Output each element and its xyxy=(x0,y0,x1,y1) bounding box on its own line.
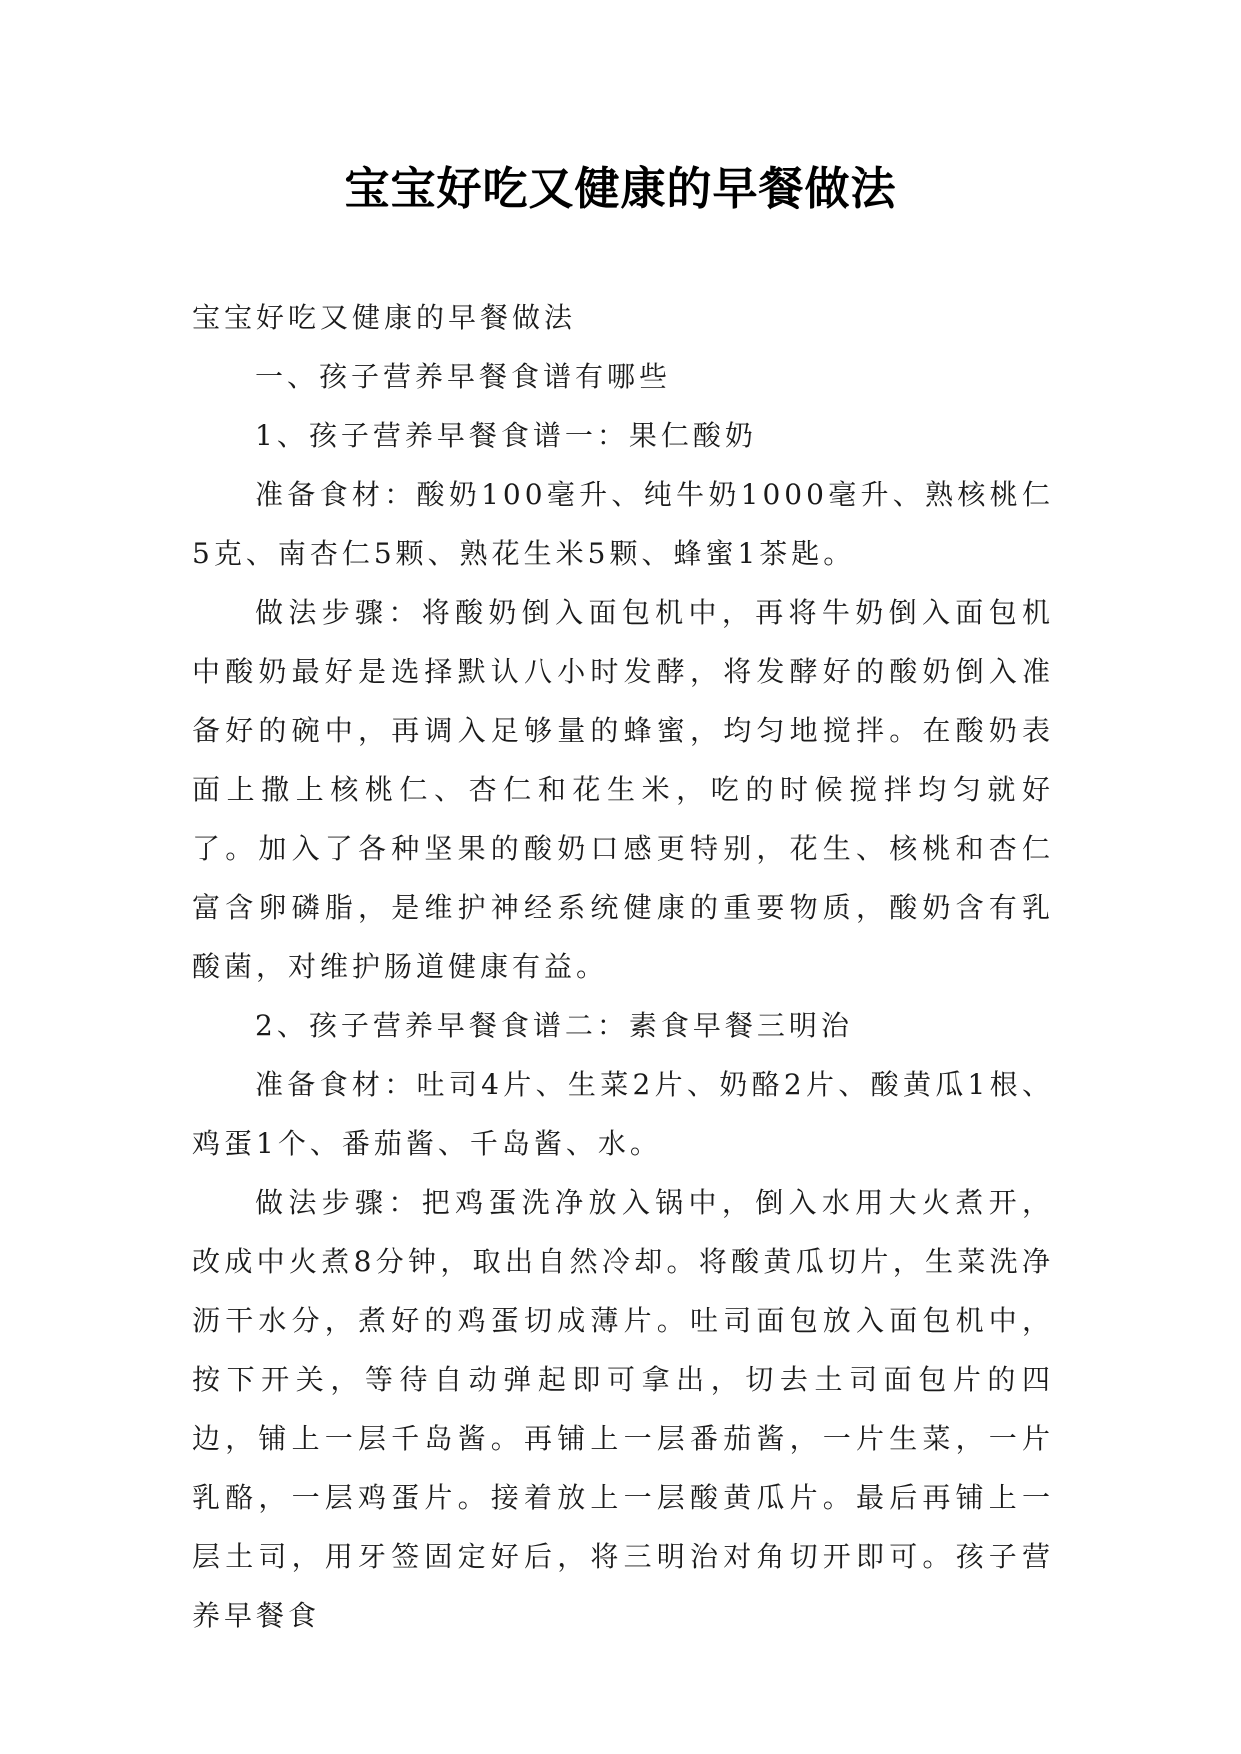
recipe-1-heading: 1、孩子营养早餐食谱一：果仁酸奶 xyxy=(255,419,757,452)
recipe-2-heading: 2、孩子营养早餐食谱二：素食早餐三明治 xyxy=(255,1009,853,1042)
recipe-2-steps: 做法步骤：把鸡蛋洗净放入锅中，倒入水用大火煮开，改成中火煮8分钟，取出自然冷却。将酸黄瓜切片，生菜洗净沥干水分，煮好的鸡蛋切成薄片。吐司面包放入面包机中，按下开关，等待自动弹起即可拿出，切去土司面包片的四边，铺上一层千岛酱。再铺上一层番茄酱，一片生菜，一片乳酪，一层鸡蛋片。接着放上一层酸黄瓜片。最后再铺上一层土司，用牙签固定好后，将三明治对角切开即可。孩子营养早餐食 xyxy=(192,1186,1054,1632)
recipe-1-ingredients: 准备食材：酸奶100毫升、纯牛奶1000毫升、熟核桃仁5克、南杏仁5颗、熟花生米5颗、蜂蜜1茶匙。 xyxy=(192,478,1054,570)
document-title: 宝宝好吃又健康的早餐做法 xyxy=(344,162,897,215)
recipe-1-steps: 做法步骤：将酸奶倒入面包机中，再将牛奶倒入面包机中酸奶最好是选择默认八小时发酵，将发酵好的酸奶倒入准备好的碗中，再调入足够量的蜂蜜，均匀地搅拌。在酸奶表面上撒上核桃仁、杏仁和花生米，吃的时候搅拌均匀就好了。加入了各种坚果的酸奶口感更特别，花生、核桃和杏仁富含卵磷脂，是维护神经系统健康的重要物质，酸奶含有乳酸菌，对维护肠道健康有益。 xyxy=(192,596,1054,983)
recipe-2-ingredients: 准备食材：吐司4片、生菜2片、奶酪2片、酸黄瓜1根、鸡蛋1个、番茄酱、千岛酱、水。 xyxy=(192,1068,1054,1160)
paragraph-heading: 宝宝好吃又健康的早餐做法 xyxy=(192,301,577,334)
section-heading: 一、孩子营养早餐食谱有哪些 xyxy=(255,360,672,393)
document-body xyxy=(192,288,1054,1645)
